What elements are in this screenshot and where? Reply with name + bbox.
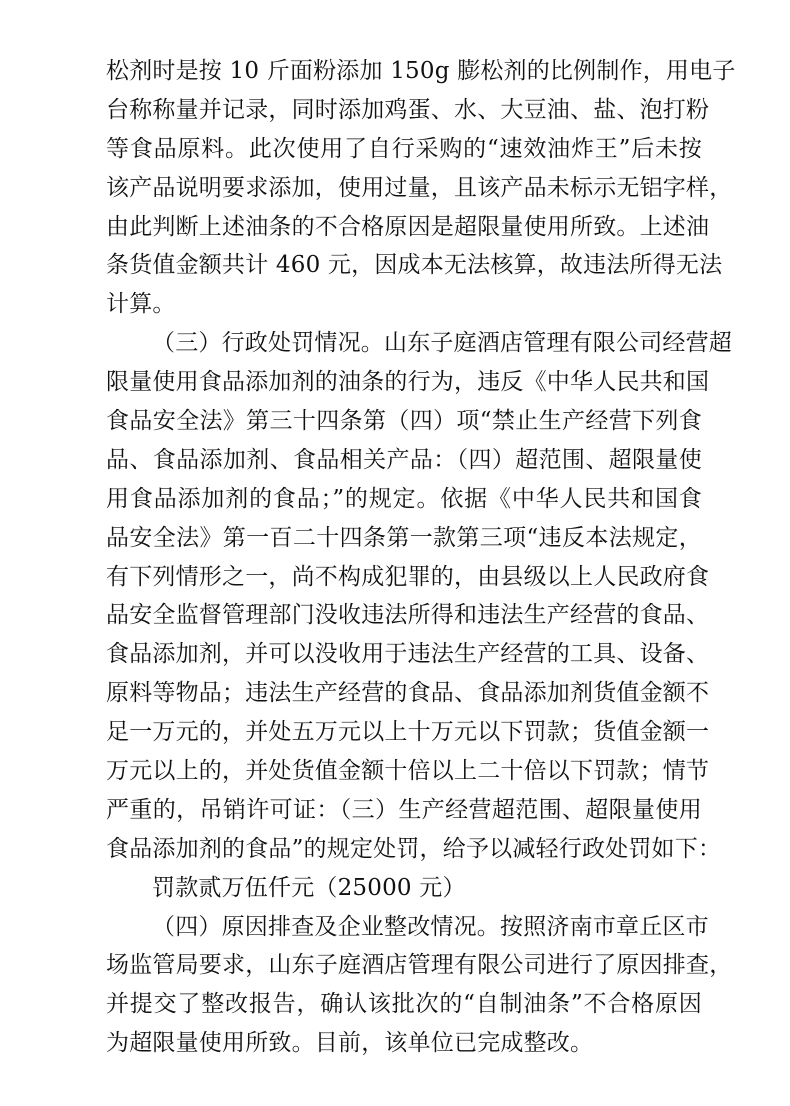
paragraph-line: 条货值金额共计 460 元，因成本无法核算，故违法所得无法 xyxy=(106,252,723,279)
paragraph-line: 足一万元的，并处五万元以上十万元以下罚款；货值金额一 xyxy=(106,719,710,746)
section-heading-line: （三）行政处罚情况。山东子庭酒店管理有限公司经营超 xyxy=(152,330,732,357)
paragraph-line: 有下列情形之一，尚不构成犯罪的，由县级以上人民政府食 xyxy=(106,563,710,590)
paragraph-line: 品安全监督管理部门没收违法所得和违法生产经营的食品、 xyxy=(106,602,710,629)
paragraph-line: 食品安全法》第三十四条第（四）项“禁止生产经营下列食 xyxy=(106,408,702,435)
section-heading-line: （四）原因排查及企业整改情况。按照济南市章丘区市 xyxy=(152,913,709,940)
paragraph-line: 松剂时是按 10 斤面粉添加 150g 膨松剂的比例制作，用电子 xyxy=(106,58,736,84)
paragraph-line: 由此判断上述油条的不合格原因是超限量使用所致。上述油 xyxy=(106,213,710,240)
paragraph-line: 等食品原料。此次使用了自行采购的“速效油炸王”后未按 xyxy=(106,135,702,162)
paragraph-line: 品、食品添加剂、食品相关产品：（四）超范围、超限量使 xyxy=(106,446,702,473)
paragraph-line: 场监管局要求，山东子庭酒店管理有限公司进行了原因排查， xyxy=(106,952,733,979)
paragraph-line: 食品添加剂，并可以没收用于违法生产经营的工具、设备、 xyxy=(106,641,710,668)
document-body xyxy=(106,52,736,1063)
paragraph-line: 品安全法》第一百二十四条第一款第三项“违反本法规定， xyxy=(106,524,702,551)
paragraph-line: 严重的，吊销许可证：（三）生产经营超范围、超限量使用 xyxy=(106,796,702,823)
paragraph-line: 用食品添加剂的食品；”的规定。依据《中华人民共和国食 xyxy=(106,485,702,512)
paragraph-line: 万元以上的，并处货值金额十倍以上二十倍以下罚款；情节 xyxy=(106,758,710,785)
paragraph-line: 为超限量使用所致。目前，该单位已完成整改。 xyxy=(106,1030,594,1057)
paragraph-line: 食品添加剂的食品”的规定处罚，给予以减轻行政处罚如下： xyxy=(106,835,722,862)
paragraph-line: 限量使用食品添加剂的油条的行为，违反《中华人民共和国 xyxy=(106,369,710,396)
paragraph-line: 台称称量并记录，同时添加鸡蛋、水、大豆油、盐、泡打粉 xyxy=(106,96,710,123)
paragraph-line: 该产品说明要求添加，使用过量，且该产品未标示无铝字样， xyxy=(106,174,733,201)
penalty-line: 罚款贰万伍仟元（25000 元） xyxy=(152,874,466,901)
paragraph-line: 并提交了整改报告，确认该批次的“自制油条”不合格原因 xyxy=(106,991,702,1018)
paragraph-line: 原料等物品；违法生产经营的食品、食品添加剂货值金额不 xyxy=(106,680,710,707)
paragraph-line: 计算。 xyxy=(106,291,176,318)
